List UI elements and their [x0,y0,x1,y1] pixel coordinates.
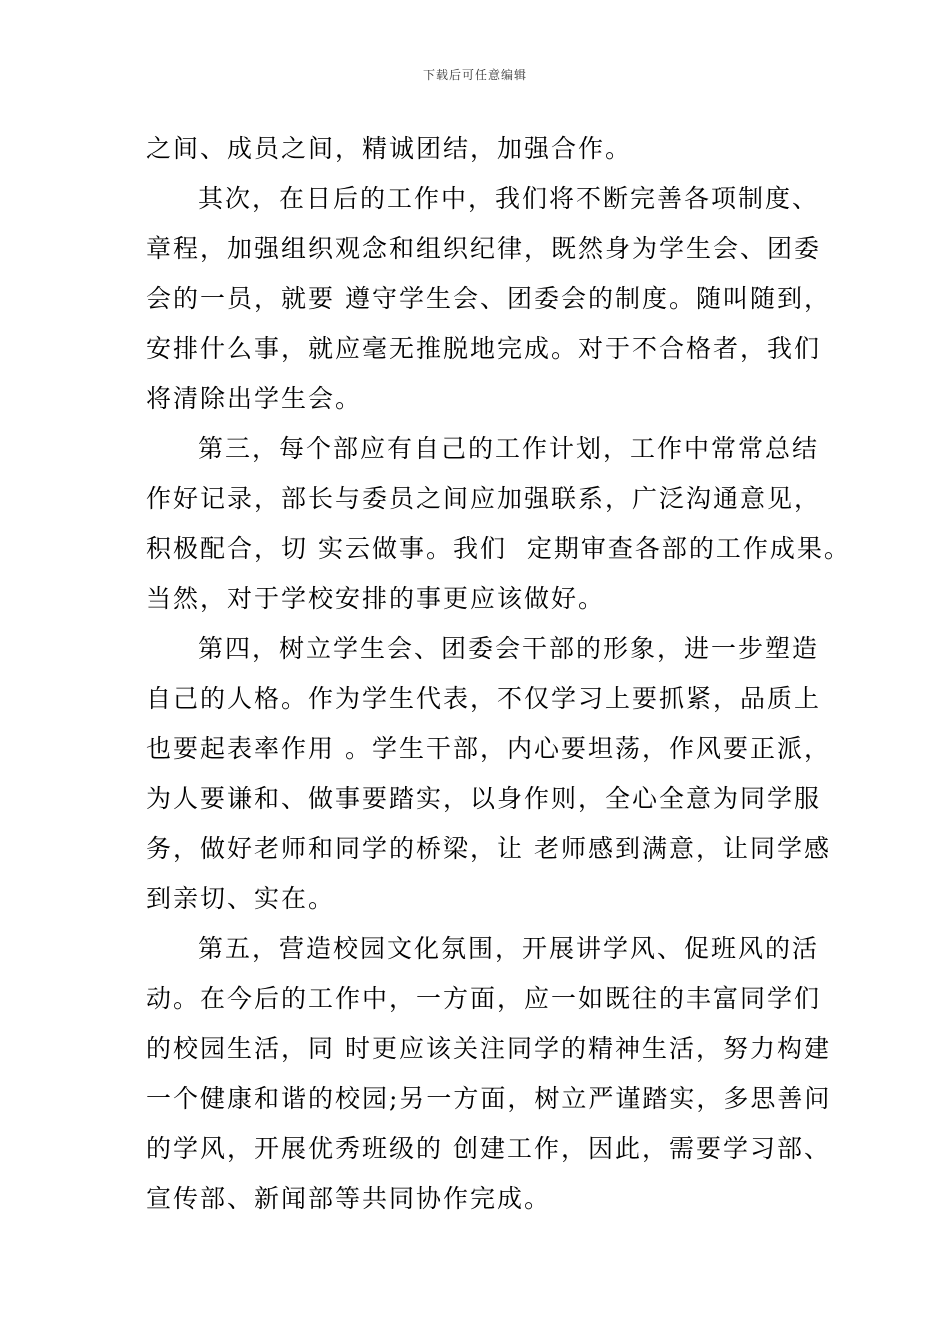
text-line: 为人要谦和、做事要踏实，以身作则，全心全意为同学服 [146,784,822,813]
text-line: 的学风，开展优秀班级的 创建工作，因此，需要学习部、 [146,1134,831,1163]
text-line: 当然，对于学校安排的事更应该做好。 [146,584,606,613]
text-line: 自己的人格。作为学生代表，不仅学习上要抓紧，品质上 [146,684,822,713]
text-line: 章程，加强组织观念和组织纪律，既然身为学生会、团委 [146,234,822,263]
text-line: 也要起表率作用 。学生干部，内心要坦荡，作风要正派， [146,734,831,763]
text-line: 一个健康和谐的校园;另一方面，树立严谨踏实，多思善问 [146,1084,832,1113]
document-body [146,124,851,1224]
paragraph-start-line: 第五，营造校园文化氛围，开展讲学风、促班风的活 [198,934,820,963]
text-line: 安排什么事，就应毫无推脱地完成。对于不合格者，我们 [146,334,822,363]
text-line: 务，做好老师和同学的桥梁，让 老师感到满意，让同学感 [146,834,831,863]
text-line: 之间、成员之间，精诚团结，加强合作。 [146,134,633,163]
text-line: 到亲切、实在。 [146,884,336,913]
text-line: 宣传部、新闻部等共同协作完成。 [146,1184,552,1213]
text-line: 动。在今后的工作中，一方面，应一如既往的丰富同学们 [146,984,822,1013]
text-line: 会的一员，就要 遵守学生会、团委会的制度。随叫随到， [146,284,831,313]
header-note: 下载后可任意编辑 [422,68,527,82]
paragraph-start-line: 第三，每个部应有自己的工作计划，工作中常常总结 [198,434,820,463]
paragraph-start-line: 第四，树立学生会、团委会干部的形象，进一步塑造 [198,634,820,663]
text-line: 作好记录，部长与委员之间应加强联系，广泛沟通意见， [146,484,822,513]
text-line: 的校园生活，同 时更应该关注同学的精神生活，努力构建 [146,1034,831,1063]
paragraph-start-line: 其次，在日后的工作中，我们将不断完善各项制度、 [198,184,820,213]
text-line: 将清除出学生会。 [146,384,363,413]
text-line: 积极配合，切 实云做事。我们 定期审查各部的工作成果。 [146,534,851,563]
